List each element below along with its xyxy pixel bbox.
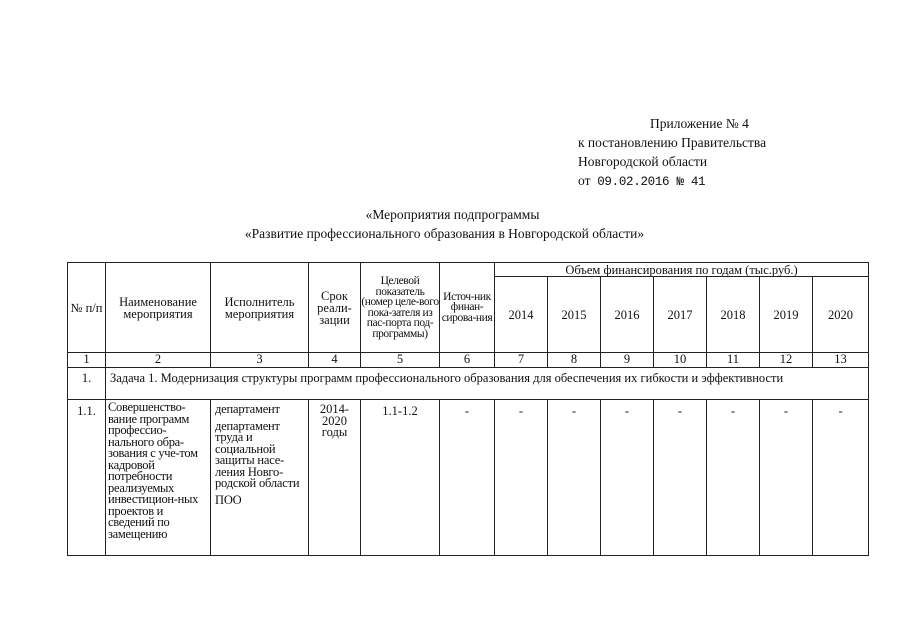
row-value: - <box>813 400 869 556</box>
header-year: 2016 <box>601 277 654 353</box>
task-text: Задача 1. Модернизация структуры программ профессионального образования для обеспечения их гибкости и эффективности <box>106 368 869 400</box>
row-term: 2014-2020 годы <box>309 400 361 556</box>
header-year: 2020 <box>813 277 869 353</box>
row-source: - <box>440 400 495 556</box>
column-number: 12 <box>760 353 813 368</box>
header-term: Срок реали-зации <box>309 263 361 353</box>
column-number: 13 <box>813 353 869 368</box>
document-title-line-1: «Мероприятия подпрограммы <box>365 207 540 222</box>
header-name: Наименование мероприятия <box>106 263 211 353</box>
row-value: - <box>548 400 601 556</box>
measures-table <box>67 262 869 556</box>
header-year: 2018 <box>707 277 760 353</box>
appendix-line-2: к постановлению Правительства <box>578 135 767 150</box>
column-number: 10 <box>654 353 707 368</box>
appendix-title: Приложение № 4 <box>650 116 749 131</box>
table-row <box>68 400 869 556</box>
appendix-line-4 <box>578 171 766 192</box>
header-num: № п/п <box>68 263 106 353</box>
row-executor: ПОО <box>215 492 242 507</box>
row-name: Совершенство-вание программ професcио-нального обра-зования с уче-том кадровой потребности реализуемых инвестицион-ных проектов и сведений по замещению <box>106 400 211 556</box>
column-number: 11 <box>707 353 760 368</box>
column-number: 2 <box>106 353 211 368</box>
task-number: 1. <box>68 368 106 400</box>
header-year: 2019 <box>760 277 813 353</box>
header-funding: Объем финансирования по годам (тыс.руб.) <box>495 263 869 277</box>
appendix-block <box>578 114 766 192</box>
header-indicator: Целевой показатель (номер целе-вого пока-зателя из пас-порта под-программы) <box>361 263 440 353</box>
row-value: - <box>654 400 707 556</box>
row-executors <box>211 400 309 556</box>
header-source: Источ-ник финан-сирова-ния <box>440 263 495 353</box>
header-row-1 <box>68 263 869 277</box>
appendix-date: 09.02.2016 № 41 <box>597 175 706 189</box>
column-number: 9 <box>601 353 654 368</box>
row-executor: департамент <box>215 402 280 416</box>
document-title-line-2: «Развитие профессионального образования в Новгородской области» <box>244 226 645 241</box>
column-numbers-row <box>68 353 869 368</box>
column-number: 1 <box>68 353 106 368</box>
header-year: 2017 <box>654 277 707 353</box>
column-number: 4 <box>309 353 361 368</box>
column-number: 6 <box>440 353 495 368</box>
task-row <box>68 368 869 400</box>
header-year: 2015 <box>548 277 601 353</box>
row-value: - <box>760 400 813 556</box>
header-executor: Исполнитель мероприятия <box>211 263 309 353</box>
row-indicator: 1.1-1.2 <box>361 400 440 556</box>
column-number: 8 <box>548 353 601 368</box>
row-value: - <box>707 400 760 556</box>
appendix-line-3: Новгородской области <box>578 154 708 169</box>
row-value: - <box>495 400 548 556</box>
row-value: - <box>601 400 654 556</box>
column-number: 7 <box>495 353 548 368</box>
column-number: 5 <box>361 353 440 368</box>
appendix-date-prefix: от <box>578 173 591 188</box>
row-number: 1.1. <box>68 400 106 556</box>
row-executor: департамент труда и социальной защиты насе-ления Новго-родской области <box>215 418 300 490</box>
header-year: 2014 <box>495 277 548 353</box>
column-number: 3 <box>211 353 309 368</box>
